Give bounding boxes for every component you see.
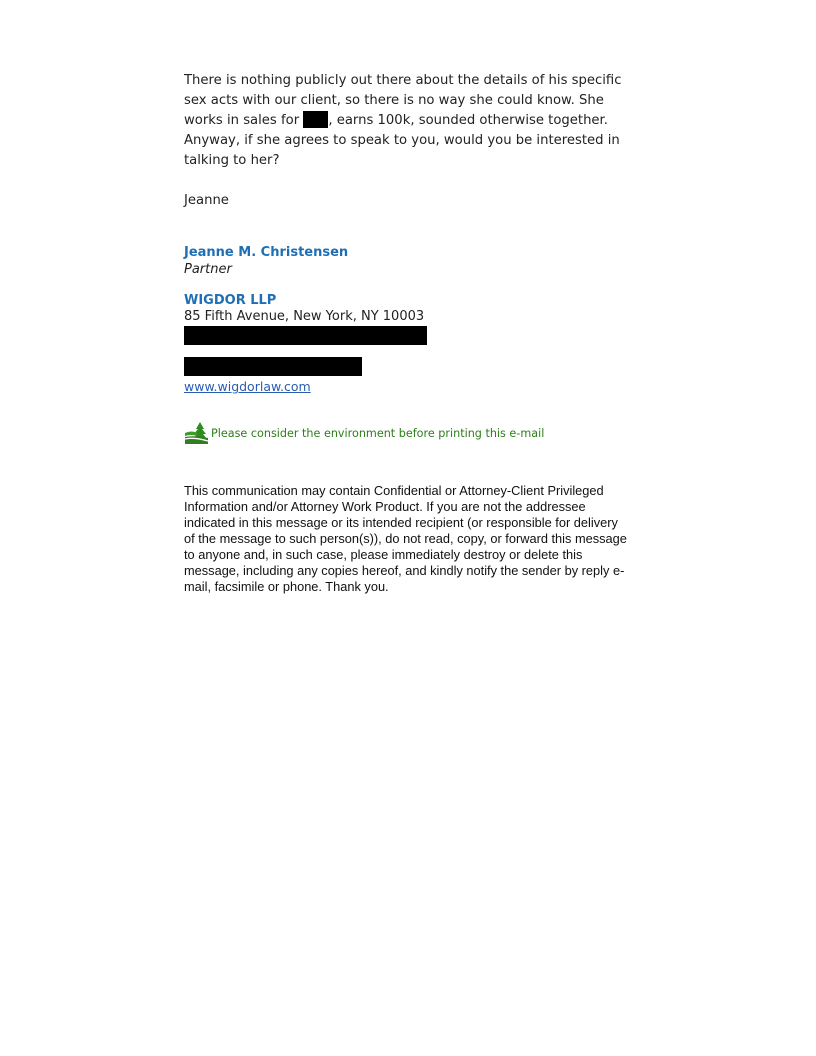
paragraph-1-text-start: There is nothing publicly out there about the details of his specific sex acts with our client, so there is no way she could know. She works in sales for: [184, 73, 622, 128]
environment-notice: [184, 421, 644, 445]
confidentiality-disclaimer: This communication may contain Confidential or Attorney-Client Privileged Information and/or Attorney Work Product. If you are not the addressee indicated in this message or its intended recipient (or responsible for delivery of the message to such person(s)), do not read, copy, or forward this message to anyone and, in such case, please immediately destroy or delete this message, including any copies hereof, and kindly notify the sender by reply e-mail, facsimile or phone. Thank you.: [184, 483, 627, 594]
email-body-paragraph-1: [184, 71, 636, 131]
signature-firm: WIGDOR LLP: [184, 293, 277, 308]
email-body-paragraph-2: Anyway, if she agrees to speak to you, would you be interested in talking to her?: [184, 133, 620, 168]
signature-name: Jeanne M. Christensen: [184, 245, 349, 260]
signature-title: Partner: [184, 262, 232, 277]
website-link[interactable]: www.wigdorlaw.com: [184, 379, 311, 394]
environment-notice-text: Please consider the environment before printing this e-mail: [211, 426, 545, 440]
redaction-phone: [184, 326, 427, 345]
email-signoff: Jeanne: [184, 193, 229, 208]
paragraph-1-text-end: , earns 100k, sounded otherwise together.: [328, 113, 608, 128]
email-page: [184, 71, 644, 595]
redaction-employer: [303, 111, 328, 128]
signature-address: 85 Fifth Avenue, New York, NY 10003: [184, 309, 425, 324]
tree-landscape-icon: [184, 421, 209, 445]
redaction-email: [184, 357, 362, 376]
